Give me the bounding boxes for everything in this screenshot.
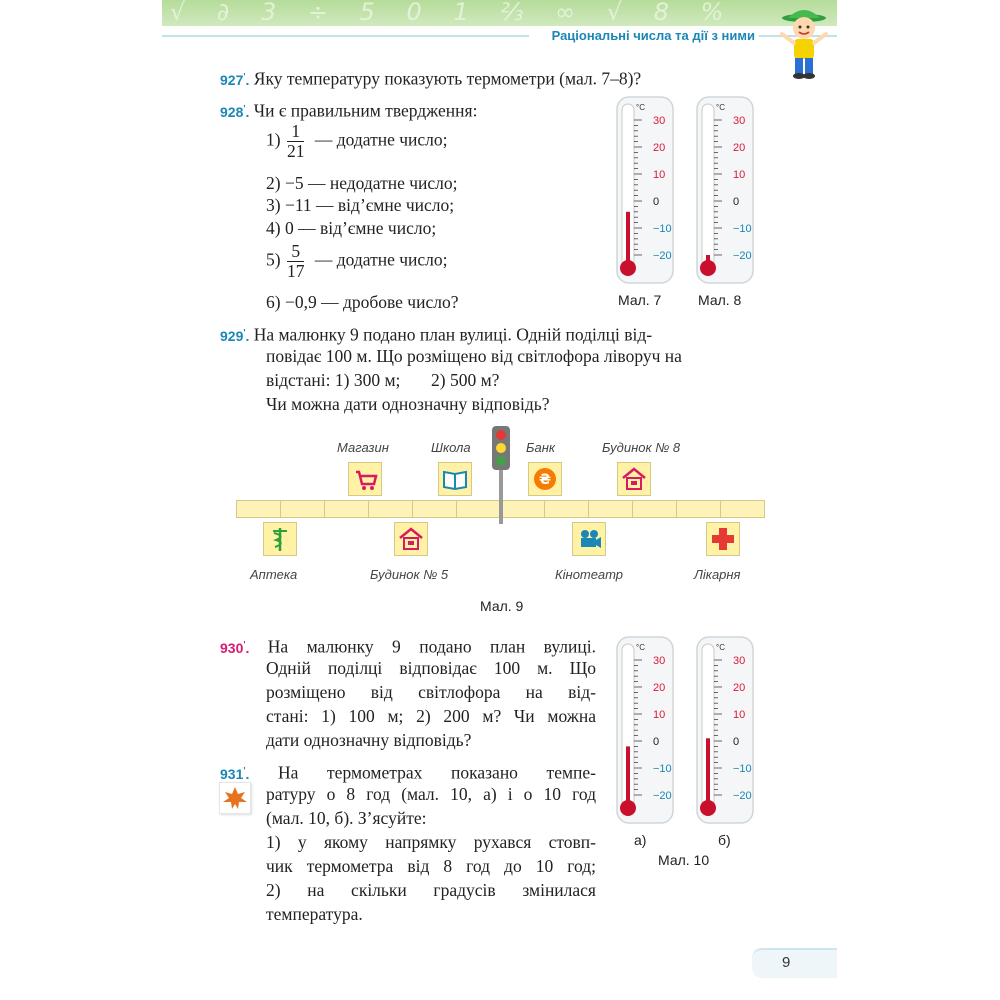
exercise-930-line: дати однозначну відповідь? bbox=[266, 730, 472, 750]
label-shop: Магазин bbox=[337, 440, 389, 455]
street-division bbox=[412, 500, 457, 518]
street-division bbox=[280, 500, 325, 518]
tick-label: −20 bbox=[653, 250, 672, 262]
figure-caption-mal9: Мал. 9 bbox=[480, 598, 524, 614]
statement-item: 3) −11 — від’ємне число; bbox=[266, 195, 455, 215]
tick-label: −10 bbox=[733, 223, 752, 235]
traffic-light-icon bbox=[490, 424, 512, 524]
exercise-number: 930'. bbox=[220, 639, 250, 656]
tick-label: −10 bbox=[653, 223, 672, 235]
label-hospital: Лікарня bbox=[694, 567, 741, 582]
textbook-page bbox=[162, 0, 837, 1000]
tick-label: 0 bbox=[733, 736, 740, 748]
thermometer-mal7 bbox=[616, 96, 674, 286]
exercise-number: 931'. bbox=[220, 765, 250, 782]
tick-label: 0 bbox=[653, 196, 660, 208]
thermometer-label-b: б) bbox=[718, 832, 731, 848]
figure-caption-mal10: Мал. 10 bbox=[658, 852, 710, 868]
tick-label: 30 bbox=[653, 115, 666, 127]
mercury-bulb bbox=[700, 800, 716, 816]
tick-label: 20 bbox=[733, 142, 746, 154]
exercise-931-line: чик термометра від 8 год до 10 год; bbox=[266, 856, 596, 876]
exercise-928 bbox=[220, 96, 477, 124]
mercury-bulb bbox=[620, 260, 636, 276]
pharmacy-icon bbox=[263, 522, 297, 556]
street-division bbox=[632, 500, 677, 518]
tick-label: 0 bbox=[733, 196, 740, 208]
school-book-icon bbox=[438, 462, 472, 496]
tick-label: −10 bbox=[733, 763, 752, 775]
page-number: 9 bbox=[782, 954, 791, 971]
exercise-929-line: Чи можна дати однозначну відповідь? bbox=[266, 394, 550, 414]
exercise-text: Яку температуру показують термометри (мал. 7–8)? bbox=[253, 68, 642, 89]
statement-item: 6) −0,9 — дробове число? bbox=[266, 292, 459, 312]
section-title: Раціональні числа та дії з ними bbox=[551, 28, 755, 43]
exercise-929-line: повідає 100 м. Що розміщено від світлофора ліворуч на bbox=[266, 346, 682, 366]
exercise-927 bbox=[220, 64, 641, 92]
tick-label: −10 bbox=[653, 763, 672, 775]
label-school: Школа bbox=[431, 440, 471, 455]
thermometer-label-a: а) bbox=[634, 832, 647, 848]
tick-label: −20 bbox=[653, 790, 672, 802]
statement-item: 5) $\frac{5}{17}$ — додатне число; bbox=[266, 241, 448, 281]
exercise-number: 927'. bbox=[220, 71, 250, 88]
bank-hryvnia-icon bbox=[528, 462, 562, 496]
exercise-930-line: Одній поділці відповідає 100 м. Що bbox=[266, 658, 596, 678]
header-decoration: √ ∂ 3 ÷ 5 0 1 ⅔ ∞ √ 8 % bbox=[170, 0, 736, 26]
fraction: $\frac{5}{17}$ bbox=[286, 241, 305, 281]
exercise-931: 931'. На термометрах показано темпе- bbox=[220, 762, 596, 783]
exercise-931-line: температура. bbox=[266, 904, 363, 924]
tick-label: 10 bbox=[733, 709, 746, 721]
label-bank: Банк bbox=[526, 440, 555, 455]
statement-item: 2) −5 — недодатне число; bbox=[266, 173, 458, 193]
label-pharmacy: Аптека bbox=[250, 567, 298, 582]
mercury-bulb bbox=[700, 260, 716, 276]
house-8-icon bbox=[617, 462, 651, 496]
exercise-929: 929'. На малюнку 9 подано план вулиці. Одній поділці від- bbox=[220, 324, 653, 345]
tick-label: 20 bbox=[653, 142, 666, 154]
exercise-930-line: розміщено від світлофора на від- bbox=[266, 682, 596, 702]
unit-label: °C bbox=[716, 643, 725, 652]
tick-label: 30 bbox=[653, 655, 666, 667]
unit-label: °C bbox=[636, 103, 645, 112]
exercise-930: 930'. На малюнку 9 подано план вулиці. bbox=[220, 636, 596, 657]
leaf-icon bbox=[219, 782, 251, 814]
figure-caption-mal8: Мал. 8 bbox=[698, 292, 742, 308]
thermometer-mal8 bbox=[696, 96, 754, 286]
street-division bbox=[236, 500, 281, 518]
tick-label: 20 bbox=[653, 682, 666, 694]
tick-label: 30 bbox=[733, 115, 746, 127]
thermometer-tube bbox=[702, 104, 714, 272]
street-plan bbox=[162, 420, 837, 620]
street-division bbox=[588, 500, 633, 518]
street-division bbox=[324, 500, 369, 518]
thermometer-mal10-a bbox=[616, 636, 674, 826]
exercise-930-line: стані: 1) 100 м; 2) 200 м? Чи можна bbox=[266, 706, 596, 726]
hospital-cross-icon bbox=[706, 522, 740, 556]
unit-label: °C bbox=[716, 103, 725, 112]
tick-label: 30 bbox=[733, 655, 746, 667]
street-division bbox=[676, 500, 721, 518]
svg-text:₴: ₴ bbox=[538, 472, 552, 488]
tick-label: 10 bbox=[653, 169, 666, 181]
shop-icon bbox=[348, 462, 382, 496]
exercise-number: 929'. bbox=[220, 327, 250, 344]
street-division bbox=[368, 500, 413, 518]
exercise-931-line: 1) у якому напрямку рухався стовп- bbox=[266, 832, 596, 852]
house-5-icon bbox=[394, 522, 428, 556]
cinema-camera-icon bbox=[572, 522, 606, 556]
thermometer-mal10-b bbox=[696, 636, 754, 826]
exercise-931-line: 2) на скільки градусів змінилася bbox=[266, 880, 596, 900]
page-number-tab bbox=[752, 948, 837, 978]
label-house-8: Будинок № 8 bbox=[602, 440, 681, 455]
street-division bbox=[720, 500, 765, 518]
mercury-bulb bbox=[620, 800, 636, 816]
tick-label: 20 bbox=[733, 682, 746, 694]
tick-label: −20 bbox=[733, 250, 752, 262]
label-cinema: Кінотеатр bbox=[555, 567, 623, 582]
exercise-931-line: (мал. 10, б). З’ясуйте: bbox=[266, 808, 427, 828]
statement-item: 1) $\frac{1}{21}$ — додатне число; bbox=[266, 121, 448, 161]
tick-label: −20 bbox=[733, 790, 752, 802]
header-band bbox=[162, 0, 837, 26]
mercury-column bbox=[626, 746, 630, 808]
mercury-column bbox=[626, 212, 630, 268]
boy-illustration-icon bbox=[774, 0, 834, 80]
section-title-bar bbox=[162, 26, 837, 46]
exercise-number: 928'. bbox=[220, 103, 250, 120]
statement-item: 4) 0 — від’ємне число; bbox=[266, 218, 437, 238]
exercise-text: Чи є правильним твердження: bbox=[253, 100, 478, 121]
exercise-929-line: відстані: 1) 300 м; 2) 500 м? bbox=[266, 370, 500, 390]
tick-label: 10 bbox=[733, 169, 746, 181]
exercise-931-line: ратуру о 8 год (мал. 10, а) і о 10 год bbox=[266, 784, 596, 804]
mercury-column bbox=[706, 738, 710, 808]
label-house-5: Будинок № 5 bbox=[370, 567, 449, 582]
street-division bbox=[544, 500, 589, 518]
tick-label: 10 bbox=[653, 709, 666, 721]
fraction: $\frac{1}{21}$ bbox=[286, 121, 305, 161]
unit-label: °C bbox=[636, 643, 645, 652]
tick-label: 0 bbox=[653, 736, 660, 748]
figure-caption-mal7: Мал. 7 bbox=[618, 292, 662, 308]
